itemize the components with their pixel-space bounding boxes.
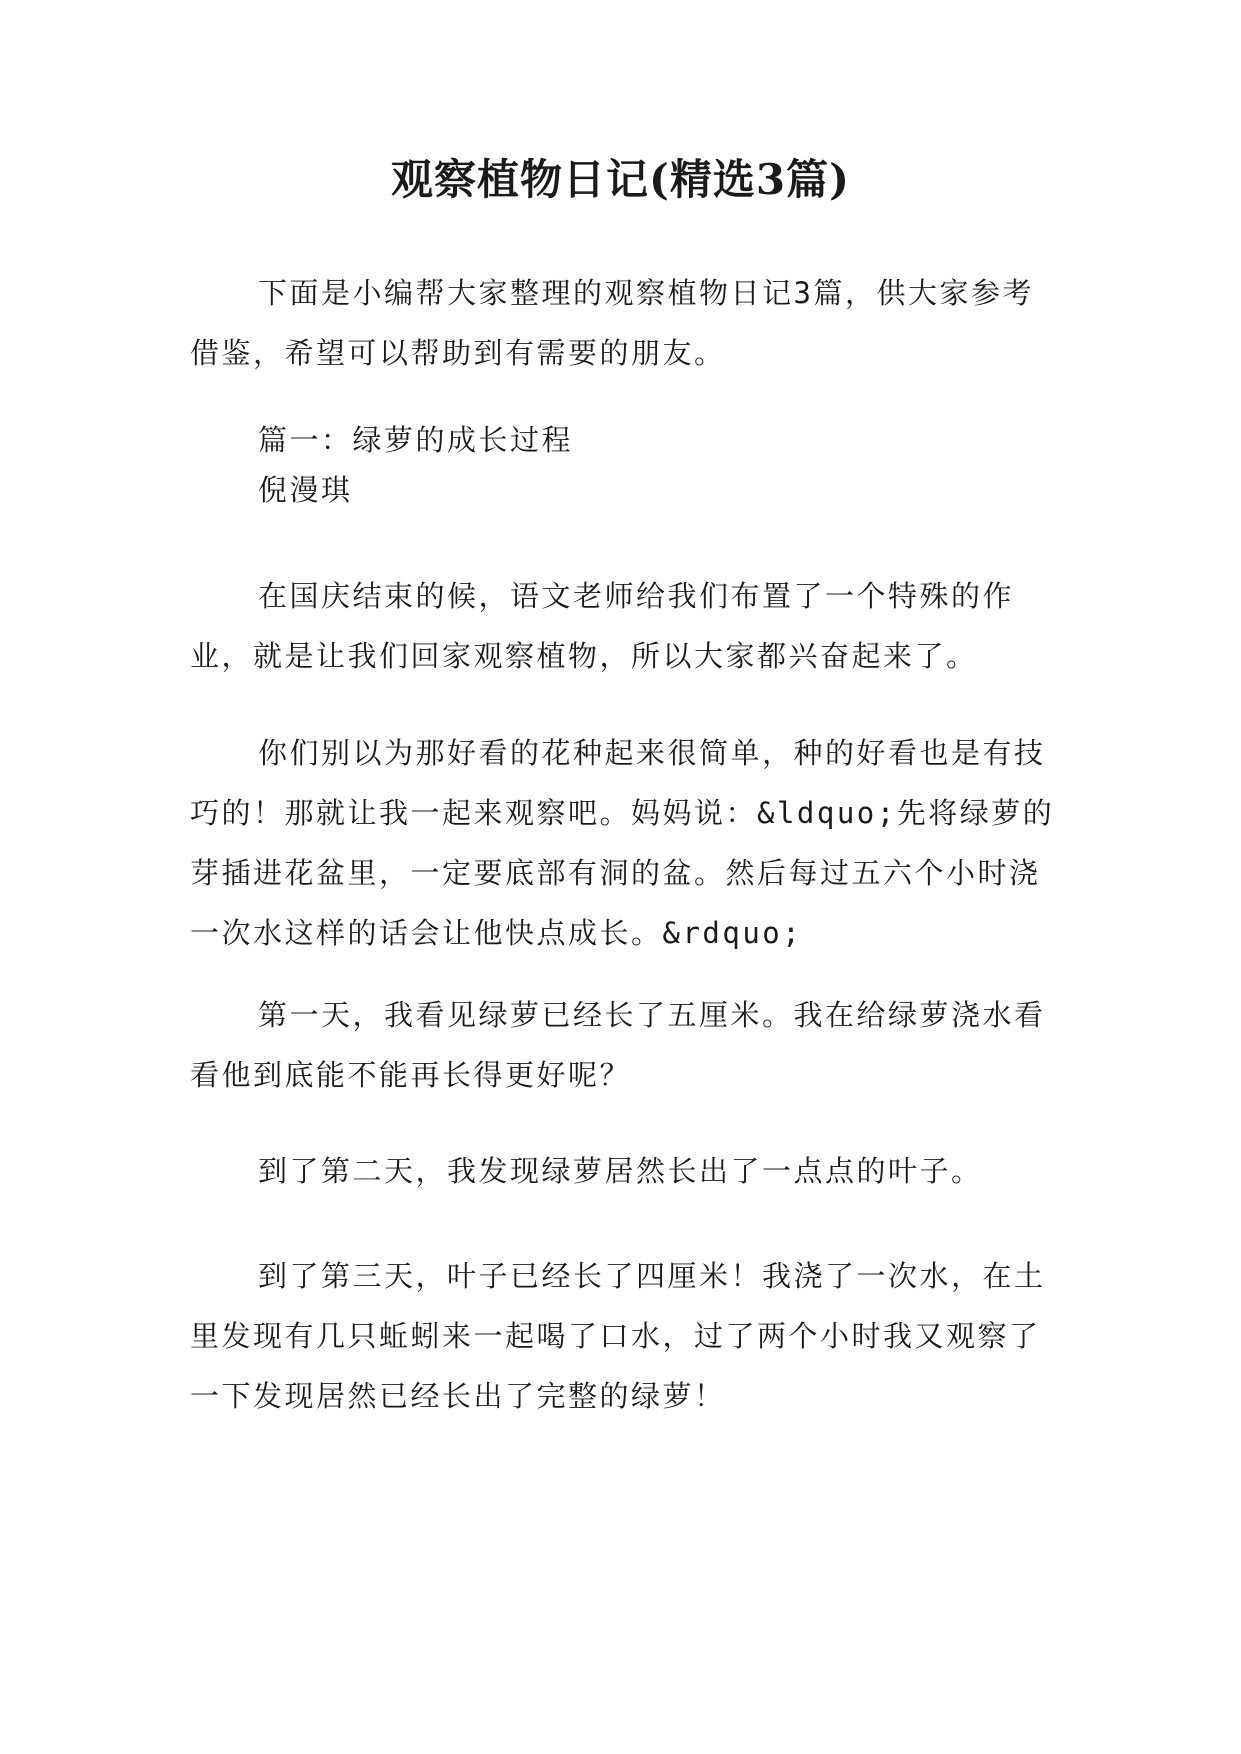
intro-paragraph: 下面是小编帮大家整理的观察植物日记3篇，供大家参考借鉴，希望可以帮助到有需要的朋友。 — [190, 276, 1034, 370]
body-paragraph-1: 在国庆结束的候，语文老师给我们布置了一个特殊的作业，就是让我们回家观察植物，所以大家都兴奋起来了。 — [190, 579, 1015, 673]
body-paragraph-5: 到了第三天，叶子已经长了四厘米！我浇了一次水，在土里发现有几只蚯蚓来一起喝了口水，过了两个小时我又观察了一下发现居然已经长出了完整的绿萝！ — [190, 1259, 1046, 1413]
author-name: 倪漫琪 — [258, 473, 353, 507]
body-paragraph-3: 第一天，我看见绿萝已经长了五厘米。我在给绿萝浇水看看他到底能不能再长得更好呢？ — [190, 998, 1046, 1092]
body-paragraph-4: 到了第二天，我发现绿萝居然长出了一点点的叶子。 — [258, 1154, 983, 1188]
body-paragraph-2: 你们别以为那好看的花种起来很简单，种的好看也是有技巧的！那就让我一起来观察吧。妈妈说：&ldquo;先将绿萝的芽插进花盆里，一定要底部有洞的盆。然后每过五六个小时浇一次水这样的话会让他快点成长。&rdquo; — [190, 736, 1055, 950]
document-title: 观察植物日记(精选3篇) — [391, 155, 850, 204]
section-heading: 篇一：绿萝的成长过程 — [258, 423, 574, 457]
